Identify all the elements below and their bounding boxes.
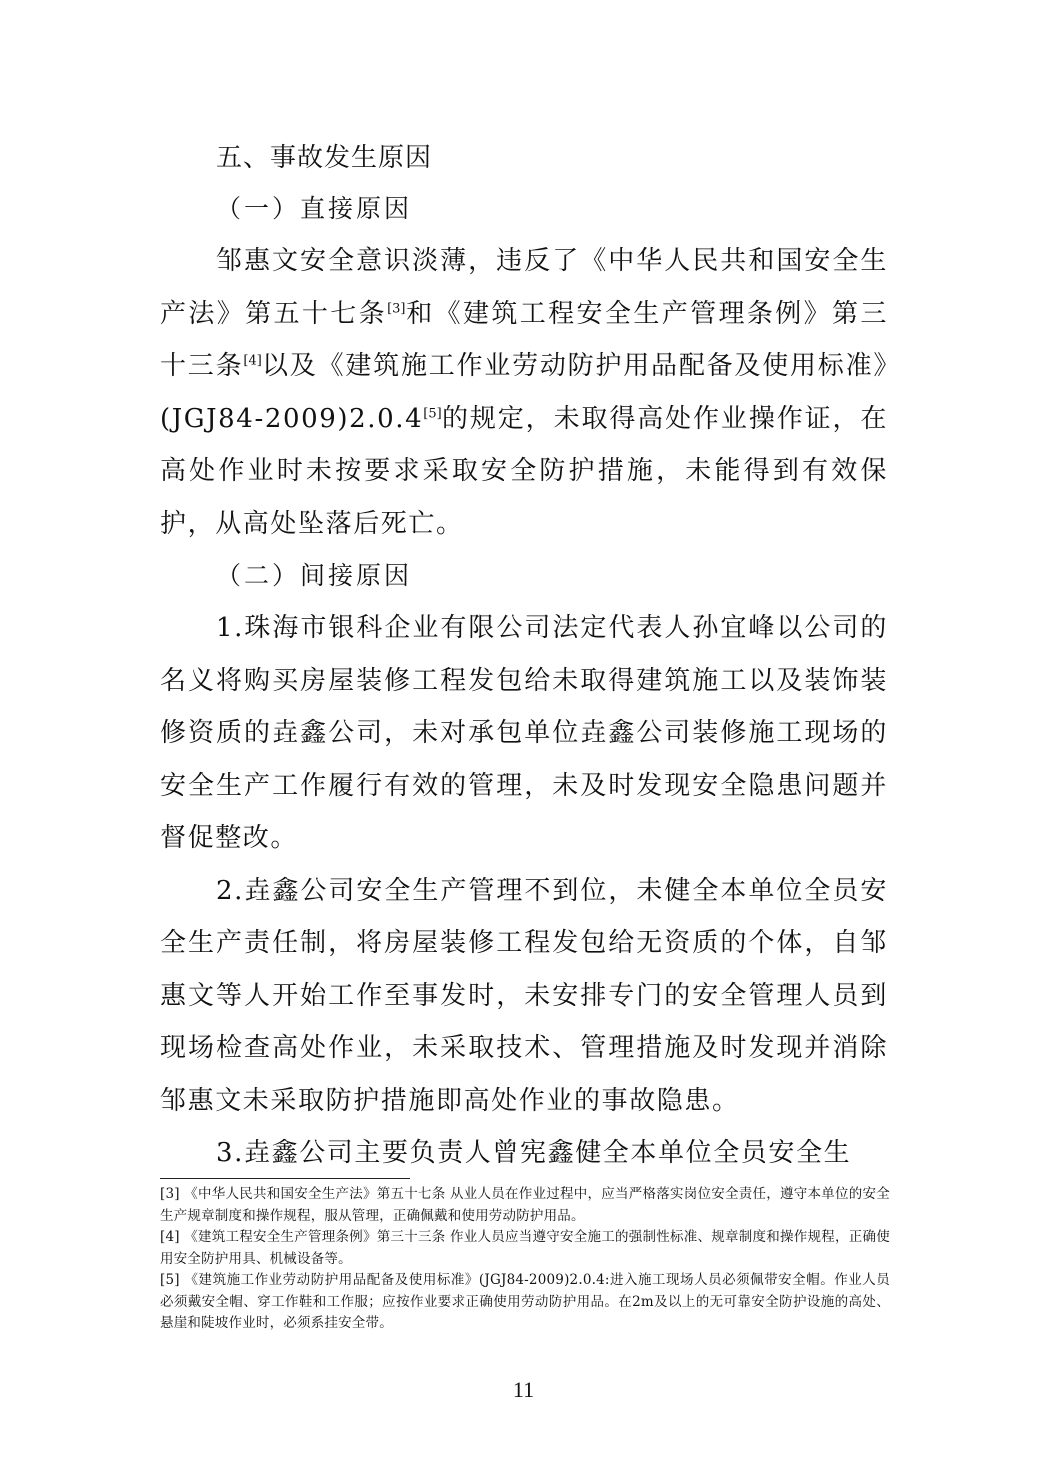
subsection-indirect-cause-title: （二）间接原因 xyxy=(216,561,413,590)
section-title: 五、事故发生原因 xyxy=(216,143,433,173)
indirect-cause-item-1: 1.珠海市银科企业有限公司法定代表人孙宜峰以公司的名义将购买房屋装修工程发包给未取得建筑施工以及装饰装修资质的垚鑫公司，未对承包单位垚鑫公司装修施工现场的安全生产工作履行有效的管理，未及时发现安全隐患问题并督促整改。 xyxy=(160,613,888,853)
footnote-ref-3[interactable]: [3] xyxy=(387,300,406,316)
footnote-3: [3] 《中华人民共和国安全生产法》第五十七条 从业人员在作业过程中，应当严格落实岗位安全责任，遵守本单位的安全生产规章制度和操作规程，服从管理，正确佩戴和使用劳动防护用品。 xyxy=(160,1186,890,1224)
direct-cause-text-4: 的规定，未取得高处作业操作证，在高处作业时未按要求采取安全防护措施，未能得到有效保护，从高处坠落后死亡。 xyxy=(160,403,888,539)
indirect-cause-item-3: 3.垚鑫公司主要负责人曾宪鑫健全本单位全员安全生 xyxy=(216,1138,852,1168)
footnote-5: [5] 《建筑施工作业劳动防护用品配备及使用标准》(JGJ84-2009)2.0.4:进入施工现场人员必须佩带安全帽。作业人员必须戴安全帽、穿工作鞋和工作服；应按作业要求正确使用劳动防护用品。在2m及以上的无可靠安全防护设施的高处、悬崖和陡坡作业时，必须系挂安全带。 xyxy=(160,1272,890,1331)
footnote-separator xyxy=(160,1178,410,1179)
page-number: 11 xyxy=(512,1377,535,1402)
footnote-ref-4[interactable]: [4] xyxy=(243,353,262,369)
direct-cause-text-3: 以及《建筑施工作业劳动防护用品配备及使用标准》(JGJ84-2009)2.0.4 xyxy=(160,351,888,434)
footnote-ref-5[interactable]: [5] xyxy=(423,405,442,421)
footnote-4: [4] 《建筑工程安全生产管理条例》第三十三条 作业人员应当遵守安全施工的强制性标准、规章制度和操作规程，正确使用安全防护用具、机械设备等。 xyxy=(160,1229,890,1267)
direct-cause-text-2: 和《建筑工程安全生产管理条例》第三十三条 xyxy=(160,298,888,381)
direct-cause-text-1: 邹惠文安全意识淡薄，违反了《中华人民共和国安全生产法》第五十七条 xyxy=(160,246,888,329)
subsection-direct-cause-title: （一）直接原因 xyxy=(216,194,413,223)
body-content xyxy=(160,133,888,1180)
indirect-cause-item-2: 2.垚鑫公司安全生产管理不到位，未健全本单位全员安全生产责任制，将房屋装修工程发包给无资质的个体，自邹惠文等人开始工作至事发时，未安排专门的安全管理人员到现场检查高处作业，未采取技术、管理措施及时发现并消除邹惠文未采取防护措施即高处作业的事故隐患。 xyxy=(160,875,888,1116)
footnotes xyxy=(160,1184,890,1335)
direct-cause-paragraph xyxy=(160,235,888,550)
